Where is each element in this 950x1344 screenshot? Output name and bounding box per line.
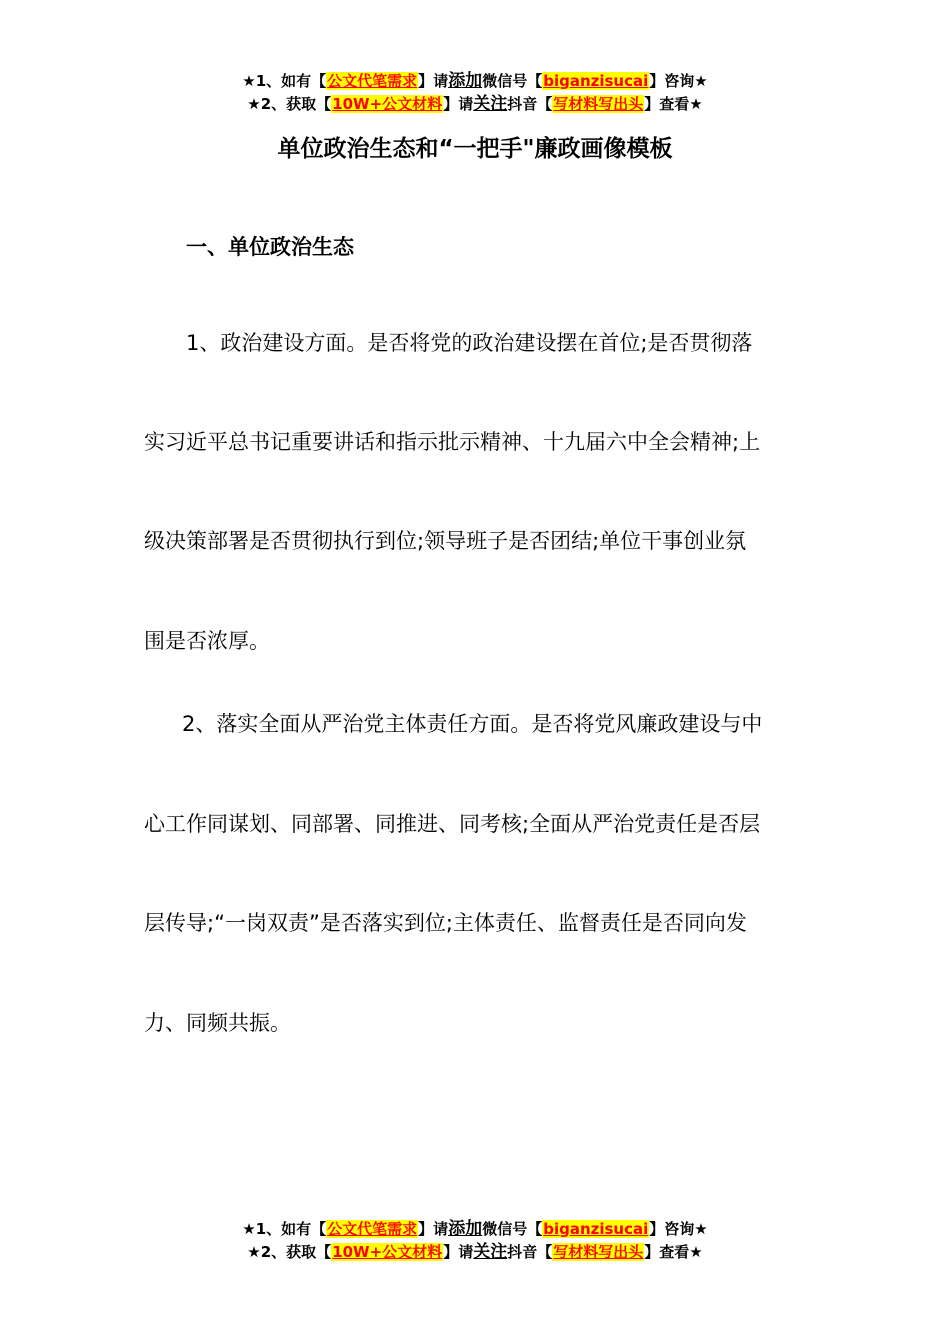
- wechat-id: biganzisucai: [543, 1220, 649, 1238]
- bottom-banner: [0, 1218, 950, 1264]
- materials-highlight: 10W+公文材料: [332, 95, 443, 113]
- item1-line-2: 实习近平总书记重要讲话和指示批示精神、十九届六中全会精神;上: [144, 430, 761, 454]
- item2-line-4: 力、同频共振。: [144, 1011, 291, 1035]
- add-emphasis: 添加: [448, 71, 483, 91]
- douyin-account: 写材料写出头: [553, 1243, 644, 1261]
- document-title: 单位政治生态和“一把手"廉政画像模板: [277, 136, 673, 162]
- item2-line-3: 层传导;“一岗双责”是否落实到位;主体责任、监督责任是否同向发: [144, 911, 747, 935]
- add-emphasis: 添加: [448, 1219, 483, 1239]
- item1-line-1: 1、政治建设方面。是否将党的政治建设摆在首位;是否贯彻落: [186, 331, 753, 355]
- banner-line-1: ★1、如有【公文代笔需求】请添加微信号【biganzisucai】咨询★: [242, 1219, 708, 1239]
- item2-line-1: 2、落实全面从严治党主体责任方面。是否将党风廉政建设与中: [182, 712, 763, 736]
- section-heading: 一、单位政治生态: [186, 235, 354, 259]
- banner-line-2: ★2、获取【10W+公文材料】请关注抖音【写材料写出头】查看★: [247, 94, 703, 114]
- wechat-id: biganzisucai: [543, 72, 649, 90]
- materials-highlight: 10W+公文材料: [332, 1243, 443, 1261]
- follow-emphasis: 关注: [473, 94, 508, 114]
- banner-line-2: ★2、获取【10W+公文材料】请关注抖音【写材料写出头】查看★: [247, 1242, 703, 1262]
- top-banner: [0, 70, 950, 116]
- service-highlight: 公文代笔需求: [327, 1220, 418, 1238]
- douyin-account: 写材料写出头: [553, 95, 644, 113]
- service-highlight: 公文代笔需求: [327, 72, 418, 90]
- item2-line-2: 心工作同谋划、同部署、同推进、同考核;全面从严治党责任是否层: [144, 812, 761, 836]
- item1-line-3: 级决策部署是否贯彻执行到位;领导班子是否团结;单位干事创业氛: [144, 529, 747, 553]
- item1-line-4: 围是否浓厚。: [144, 629, 270, 653]
- banner-line-1: ★1、如有【公文代笔需求】请添加微信号【biganzisucai】咨询★: [242, 71, 708, 91]
- follow-emphasis: 关注: [473, 1242, 508, 1262]
